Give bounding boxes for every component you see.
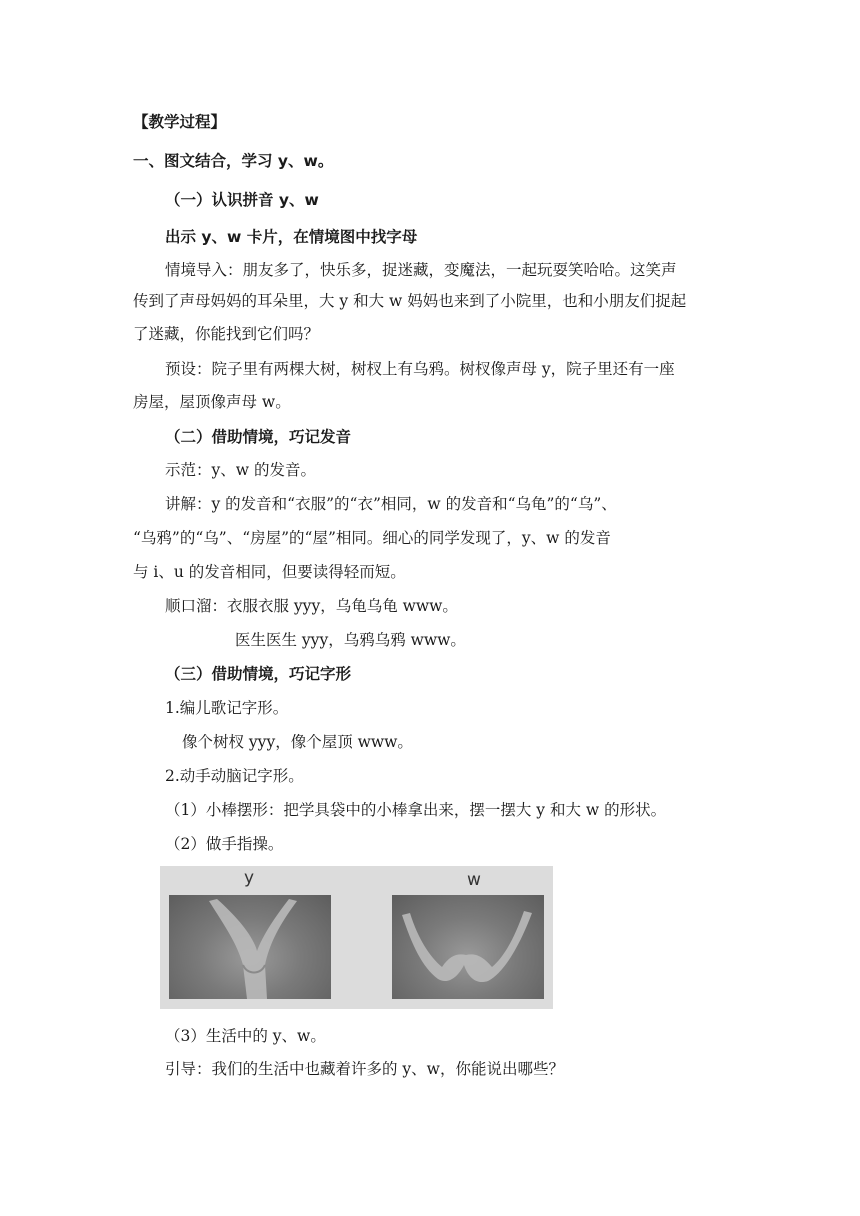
- rhyme-line-2: 医生医生 yyy，乌鸦乌鸦 www。: [235, 631, 466, 649]
- explain-line-3: 与 i、u 的发音相同，但要读得轻而短。: [133, 563, 406, 581]
- explain-line-2: “乌鸦”的“乌”、“房屋”的“屋”相同。细心的同学发现了，y、w 的发音: [133, 529, 611, 547]
- demo-line: 示范：y、w 的发音。: [165, 461, 316, 479]
- subheading-3: （三）借助情境，巧记字形: [165, 665, 352, 683]
- item-1-text: 像个树杈 yyy，像个屋顶 www。: [182, 733, 413, 751]
- explain-line-1: 讲解：y 的发音和“衣服”的“衣”相同，w 的发音和“乌龟”的“乌”、: [165, 495, 617, 513]
- preset-line-1: 预设：院子里有两棵大树，树杈上有乌鸦。树杈像声母 y，院子里还有一座: [165, 360, 675, 378]
- hand-w-icon: [392, 895, 544, 999]
- subheading-1-task: 出示 y、w 卡片，在情境图中找字母: [165, 228, 418, 246]
- intro-line-1: 情境导入：朋友多了，快乐多，捉迷藏，变魔法，一起玩耍笑哈哈。这笑声: [165, 261, 677, 279]
- item-1: 1.编儿歌记字形。: [165, 699, 289, 717]
- subheading-2: （二）借助情境，巧记发音: [165, 428, 352, 446]
- subheading-1: （一）认识拼音 y、w: [165, 191, 319, 209]
- hand-y-photo: [169, 895, 331, 999]
- hand-y-icon: [169, 895, 331, 999]
- item-2-1: （1）小棒摆形：把学具袋中的小棒拿出来，摆一摆大 y 和大 w 的形状。: [165, 801, 667, 819]
- intro-line-3: 了迷藏，你能找到它们吗？: [133, 325, 320, 343]
- finger-exercise-figure: [160, 866, 553, 1009]
- heading-1: 一、图文结合，学习 y、w。: [133, 152, 334, 170]
- guide-line: 引导：我们的生活中也藏着许多的 y、w，你能说出哪些？: [165, 1060, 564, 1078]
- section-header: 【教学过程】: [133, 113, 227, 131]
- item-2-2: （2）做手指操。: [165, 835, 284, 853]
- hand-w-photo: [392, 895, 544, 999]
- caption-w: w: [467, 870, 481, 890]
- item-2-3: （3）生活中的 y、w。: [165, 1027, 326, 1045]
- intro-line-2: 传到了声母妈妈的耳朵里，大 y 和大 w 妈妈也来到了小院里，也和小朋友们捉起: [133, 292, 687, 310]
- item-2: 2.动手动脑记字形。: [165, 767, 304, 785]
- caption-y: y: [244, 868, 255, 888]
- rhyme-line-1: 顺口溜：衣服衣服 yyy，乌龟乌龟 www。: [165, 597, 458, 615]
- preset-line-2: 房屋，屋顶像声母 w。: [133, 393, 291, 411]
